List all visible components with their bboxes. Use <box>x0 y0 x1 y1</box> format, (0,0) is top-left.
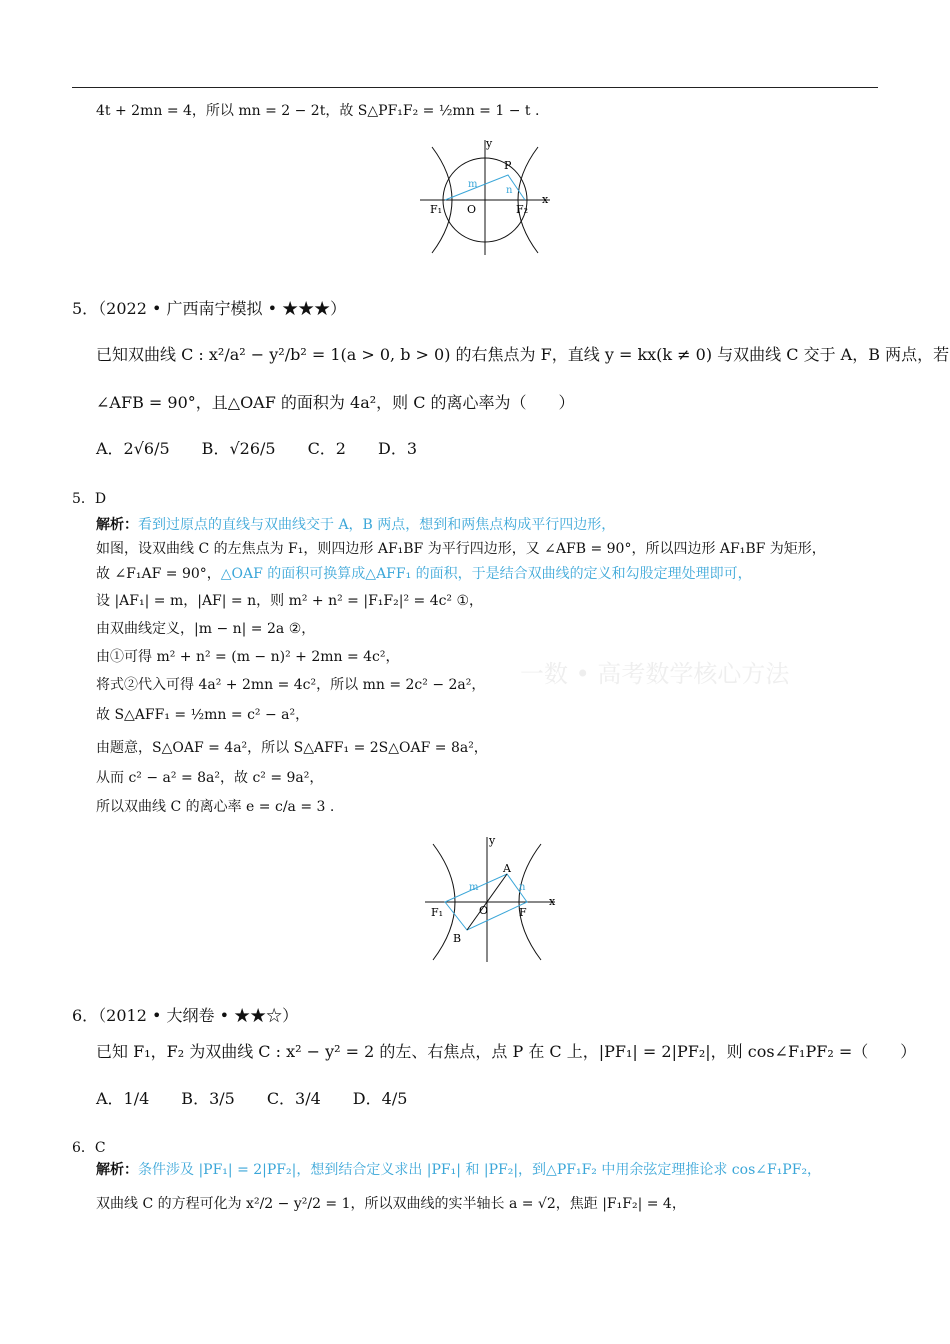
q5-stem-1: 已知双曲线 C : x²/a² − y²/b² = 1(a > 0, b > 0) 的右焦点为 F，直线 y = kx(k ≠ 0) 与双曲线 C 交于 A，B 两点，若 <box>96 345 950 364</box>
solution-line: 双曲线 C 的方程可化为 x²/2 − y²/2 = 1，所以双曲线的实半轴长 a = √2，焦距 |F₁F₂| = 4， <box>96 1196 686 1212</box>
fig-label: F₂ <box>516 203 529 216</box>
solution-line: 由双曲线定义，|m − n| = 2a ②， <box>96 621 316 637</box>
fig-label: O <box>467 203 477 216</box>
fig-label: y <box>486 137 493 150</box>
figure-hyperbola-rectangle <box>415 832 565 967</box>
solution-line: 如图，设双曲线 C 的左焦点为 F₁，则四边形 AF₁BF 为平行四边形，又 ∠AFB = 90°，所以四边形 AF₁BF 为矩形， <box>96 541 826 557</box>
hint: 条件涉及 |PF₁| = 2|PF₂|，想到结合定义求出 |PF₁| 和 |PF₂|，到△PF₁F₂ 中用余弦定理推论求 cos∠F₁PF₂， <box>138 1162 822 1178</box>
fig-label: y <box>489 834 496 847</box>
analysis-label: 解析： <box>96 1162 138 1178</box>
q5-options: A．2√6/5 B．√26/5 C．2 D．3 <box>96 439 417 458</box>
solution-line: 将式②代入可得 4a² + 2mn = 4c²，所以 mn = 2c² − 2a²， <box>96 677 486 693</box>
fig-label: m <box>468 179 478 190</box>
analysis-label: 解析： <box>96 517 138 533</box>
solution-line-with-hint <box>96 563 752 583</box>
solution-line: 设 |AF₁| = m，|AF| = n，则 m² + n² = |F₁F₂|² = 4c² ①， <box>96 593 484 609</box>
q6-options: A．1/4 B．3/5 C．3/4 D．4/5 <box>96 1089 408 1108</box>
fig-label: B <box>453 932 462 945</box>
solution-line: 由①可得 m² + n² = (m − n)² + 2mn = 4c²， <box>96 649 400 665</box>
solution-line: 故 ∠F₁AF = 90°， <box>96 566 221 582</box>
fig-label: A <box>503 862 511 875</box>
fig-label: P <box>504 159 512 172</box>
solution-line: 故 S△AFF₁ = ½mn = c² − a²， <box>96 707 310 723</box>
figure-hyperbola-circle <box>410 135 560 260</box>
fig-label: n <box>519 882 526 893</box>
prev-solution-tail: 4t + 2mn = 4，所以 mn = 2 − 2t，故 S△PF₁F₂ = ½mn = 1 − t . <box>96 103 540 119</box>
fig-label: F₁ <box>431 906 444 919</box>
q6-header: 6．（2012 • 大纲卷 • ★★☆） <box>72 1006 299 1025</box>
q5-header: 5．（2022 • 广西南宁模拟 • ★★★） <box>72 299 347 318</box>
solution-line: 所以双曲线 C 的离心率 e = c/a = 3 . <box>96 799 335 815</box>
watermark: 一数 • 高考数学核心方法 <box>520 660 790 688</box>
header-rule <box>72 87 878 88</box>
fig-label: O <box>479 904 489 917</box>
fig-label: n <box>506 185 513 196</box>
q6-stem: 已知 F₁，F₂ 为双曲线 C : x² − y² = 2 的左、右焦点，点 P 在 C 上，|PF₁| = 2|PF₂|，则 cos∠F₁PF₂ =（ ） <box>96 1042 917 1061</box>
analysis-line <box>96 1159 821 1179</box>
fig-label: x <box>542 193 549 206</box>
solution-line: 由题意，S△OAF = 4a²，所以 S△AFF₁ = 2S△OAF = 8a²， <box>96 740 488 756</box>
a6-answer: 6．C <box>72 1140 106 1156</box>
fig-label: m <box>469 882 479 893</box>
hint: △OAF 的面积可换算成△AFF₁ 的面积，于是结合双曲线的定义和勾股定理处理即可， <box>220 566 752 582</box>
fig-label: x <box>549 895 556 908</box>
fig-label: F₁ <box>430 203 443 216</box>
a5-answer: 5．D <box>72 491 107 507</box>
hint: 看到过原点的直线与双曲线交于 A，B 两点，想到和两焦点构成平行四边形， <box>138 517 616 533</box>
fig-label: F <box>519 906 527 919</box>
analysis-line <box>96 514 615 534</box>
q5-stem-2: ∠AFB = 90°，且△OAF 的面积为 4a²，则 C 的离心率为（ ） <box>96 393 575 412</box>
solution-line: 从而 c² − a² = 8a²，故 c² = 9a²， <box>96 770 324 786</box>
